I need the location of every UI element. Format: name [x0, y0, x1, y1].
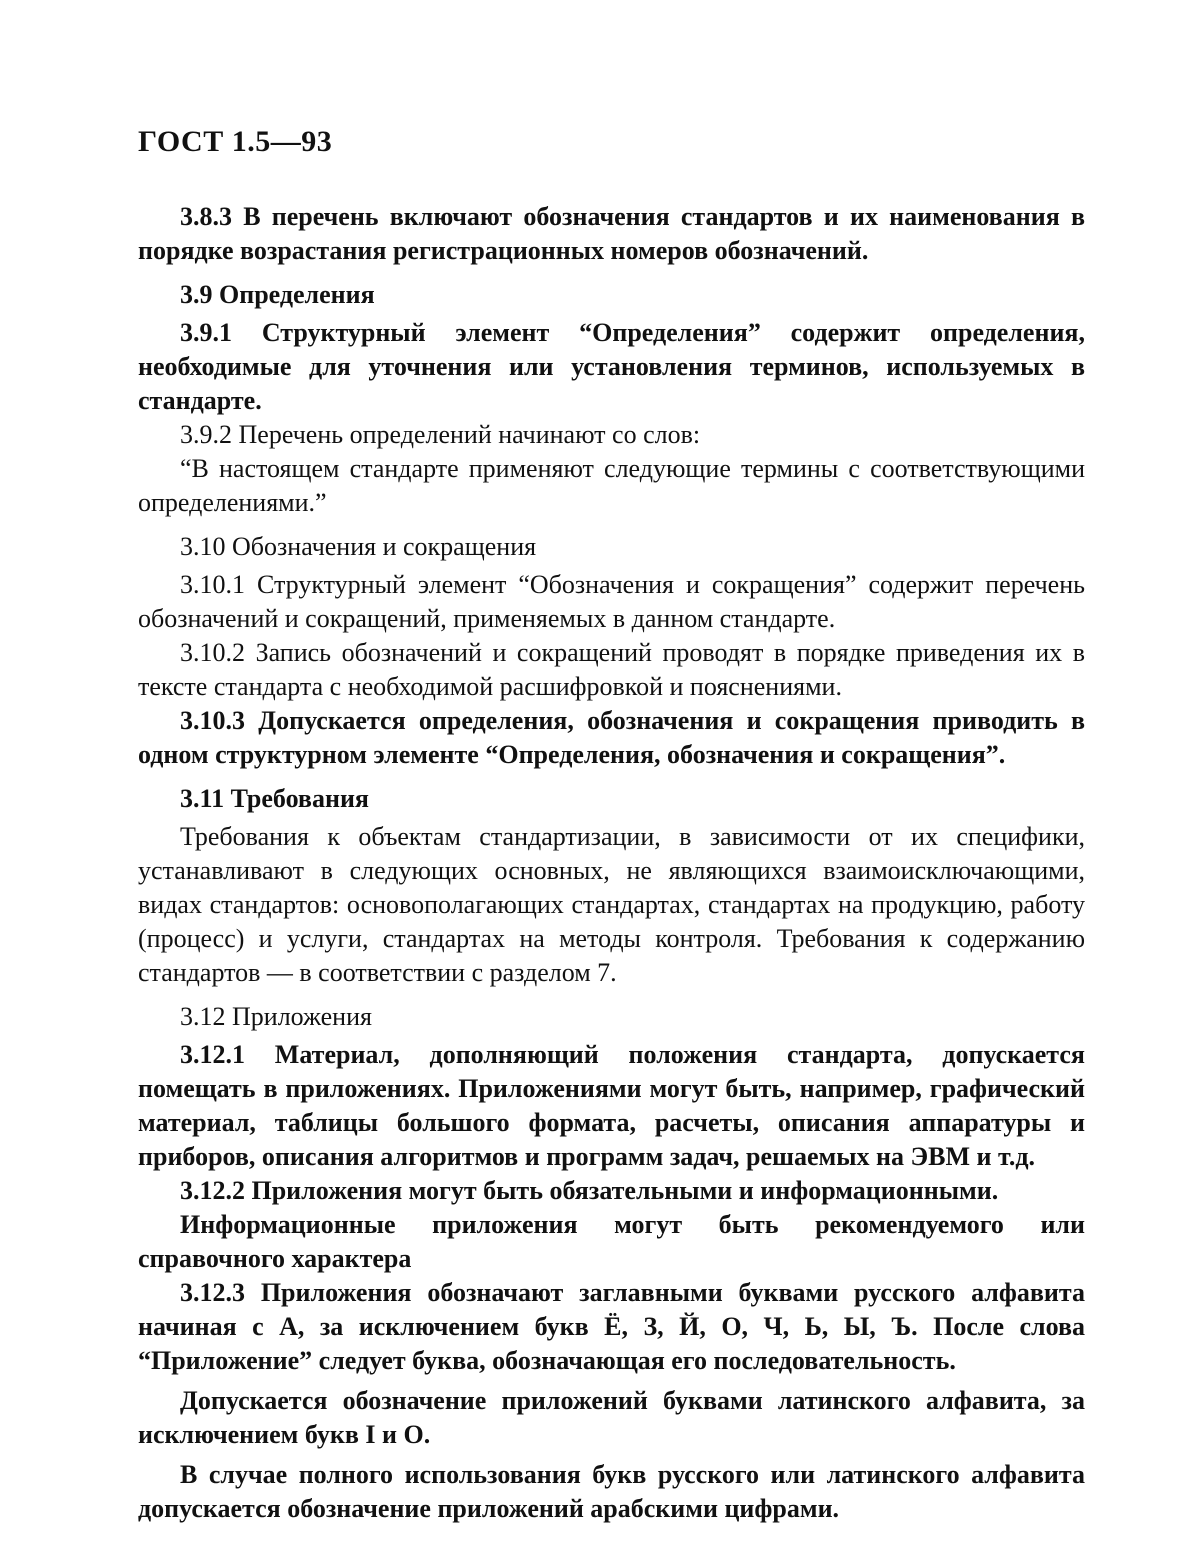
paragraph-3-9-2: 3.9.2 Перечень определений начинают со слов:	[180, 420, 701, 449]
paragraph-3-12-3: 3.12.3 Приложения обозначают заглавными буквами русского алфавита начиная с А, за исключением букв Ё, З, Й, О, Ч, Ь, Ы, Ъ. После слова “Приложение” следует буква, обозначающая его последовательность.	[138, 1278, 1085, 1375]
document-header: ГОСТ 1.5—93	[138, 125, 333, 158]
heading-3-9: 3.9 Определения	[180, 280, 375, 309]
paragraph-3-11: Требования к объектам стандартизации, в зависимости от их специфики, устанавливают в следующих основных, не являющихся взаимоисключающими, видах стандартов: основополагающих стандартах, стандартах на продукцию, работу (процесс) и услуги, стандартах на методы контроля. Требования к содержанию стандартов — в соответствии с разделом 7.	[138, 822, 1085, 987]
heading-3-11: 3.11 Требования	[180, 784, 369, 813]
heading-3-10: 3.10 Обозначения и сокращения	[180, 532, 537, 561]
paragraph-3-9-1: 3.9.1 Структурный элемент “Определения” содержит определения, необходимые для уточнения или установления терминов, используемых в стандарте.	[138, 318, 1085, 415]
paragraph-arabic: В случае полного использования букв русского или латинского алфавита допускается обозначение приложений арабскими цифрами.	[138, 1460, 1085, 1523]
paragraph-3-10-2: 3.10.2 Запись обозначений и сокращений проводят в порядке приведения их в тексте стандарта с необходимой расшифровкой и пояснениями.	[138, 638, 1085, 701]
paragraph-3-10-3: 3.10.3 Допускается определения, обозначения и сокращения приводить в одном структурном элементе “Определения, обозначения и сокращения”.	[138, 706, 1085, 769]
paragraph-informational: Информационные приложения могут быть рекомендуемого или справочного характера	[138, 1210, 1085, 1273]
heading-3-12: 3.12 Приложения	[180, 1002, 372, 1031]
paragraph-3-8-3: 3.8.3 В перечень включают обозначения стандартов и их наименования в порядке возрастания регистрационных номеров обозначений.	[138, 202, 1085, 265]
paragraph-3-12-2: 3.12.2 Приложения могут быть обязательными и информационными.	[180, 1176, 999, 1205]
paragraph-latin: Допускается обозначение приложений буквами латинского алфавита, за исключением букв I и O.	[138, 1386, 1085, 1449]
paragraph-quote: “В настоящем стандарте применяют следующие термины с соответствующими определениями.”	[138, 454, 1085, 517]
paragraph-3-12-1: 3.12.1 Материал, дополняющий положения стандарта, допускается помещать в приложениях. Приложениями могут быть, например, графический материал, таблицы большого формата, расчеты, описания аппаратуры и приборов, описания алгоритмов и программ задач, решаемых на ЭВМ и т.д.	[138, 1040, 1085, 1171]
paragraph-3-10-1: 3.10.1 Структурный элемент “Обозначения и сокращения” содержит перечень обозначений и сокращений, применяемых в данном стандарте.	[138, 570, 1085, 633]
